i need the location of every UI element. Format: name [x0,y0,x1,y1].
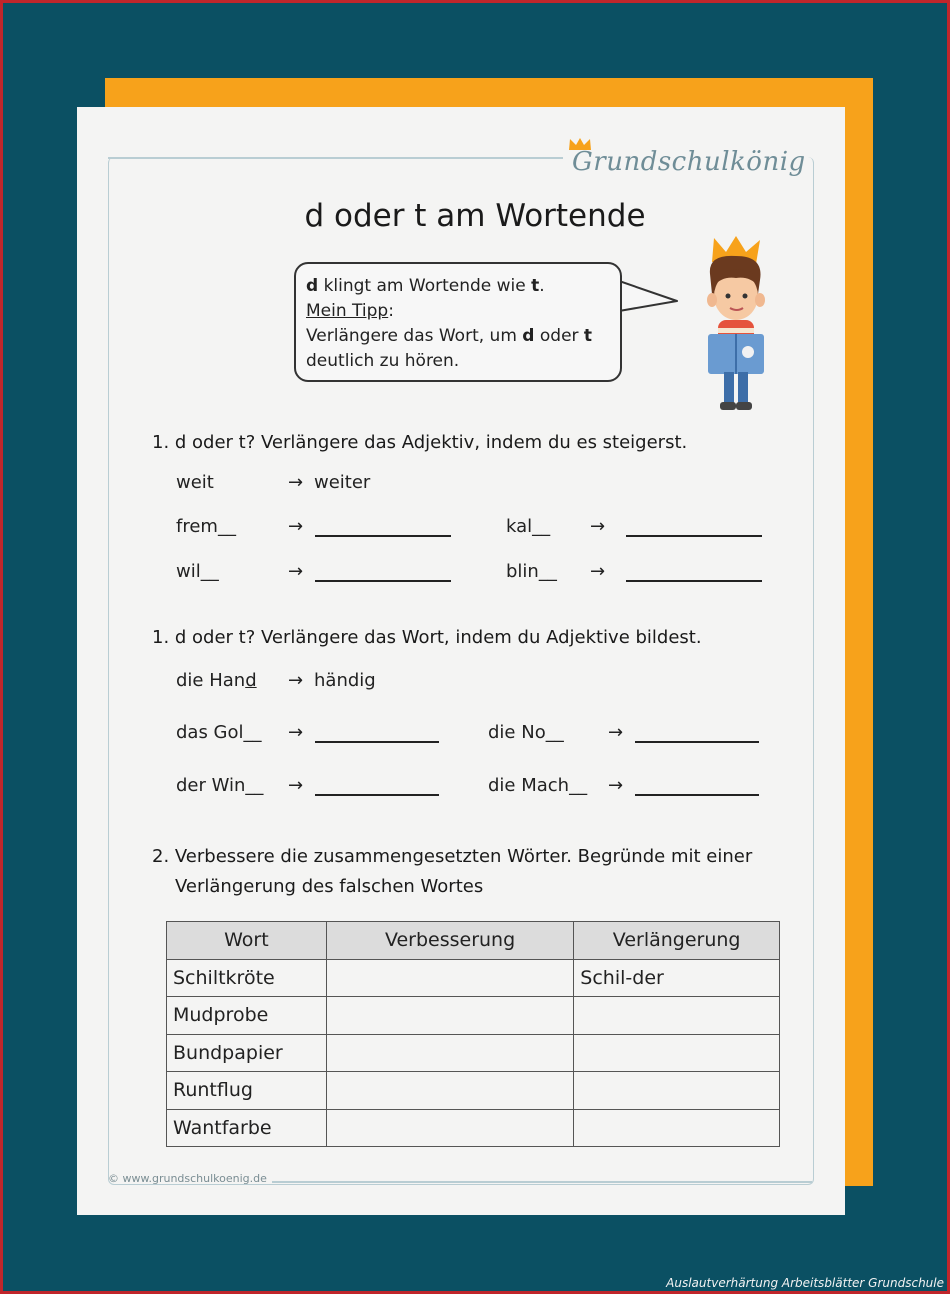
table-cell-word: Mudprobe [167,997,327,1035]
task-1-title: 1. d oder t? Verlängere das Adjektiv, indem du es steigerst. [152,432,688,453]
table-cell-extension[interactable] [574,1109,780,1147]
task-3-title-line-2: Verlängerung des falschen Wortes [175,876,484,897]
table-cell-correction[interactable] [326,1109,573,1147]
tip-line-4: deutlich zu hören. [306,351,460,371]
footer-divider-line [272,1181,812,1183]
table-cell-word: Schiltkröte [167,959,327,997]
footer-copyright: © www.grundschulkoenig.de [108,1172,267,1185]
word-correction-table [166,921,780,1147]
arrow-icon: → [288,561,304,582]
table-row [167,1034,780,1072]
task-1-example-answer: weiter [314,472,371,493]
table-cell-extension[interactable]: Schil-der [574,959,780,997]
table-cell-correction[interactable] [326,997,573,1035]
speech-bubble-tail [619,277,679,317]
table-row [167,959,780,997]
arrow-icon: → [288,516,304,537]
tip-label-line: Mein Tipp: [306,301,394,321]
answer-blank[interactable] [315,535,451,537]
answer-blank[interactable] [315,741,439,743]
task-2-item: das Gol__ [176,722,262,743]
tip-line-1: d klingt am Wortende wie t. [306,276,545,296]
arrow-icon: → [288,722,304,743]
table-row [167,1072,780,1110]
table-cell-correction[interactable] [326,959,573,997]
task-1-item: wil__ [176,561,219,582]
reading-king-kid-illustration [690,234,780,412]
table-cell-correction[interactable] [326,1034,573,1072]
task-1-example-word: weit [176,472,214,493]
brand-logo: Grundschulkönig [572,147,806,177]
answer-blank[interactable] [315,794,439,796]
table-cell-word: Runtflug [167,1072,327,1110]
tip-speech-bubble [294,262,622,382]
table-cell-extension[interactable] [574,1034,780,1072]
task-2-item: die Mach__ [488,775,588,796]
task-3-title-line-1: 2. Verbessere die zusammengesetzten Wörter. Begründe mit einer [152,846,753,867]
answer-blank[interactable] [635,794,759,796]
worksheet-title: d oder t am Wortende [304,198,646,234]
task-2-item: die No__ [488,722,564,743]
column-header-wort: Wort [167,922,327,960]
tip-label: Mein Tipp [306,301,389,321]
table-row [167,997,780,1035]
table-cell-correction[interactable] [326,1072,573,1110]
arrow-icon: → [288,472,304,493]
task-1-item: blin__ [506,561,557,582]
arrow-icon: → [590,516,606,537]
answer-blank[interactable] [626,580,762,582]
logo-divider-line [108,157,563,159]
answer-blank[interactable] [626,535,762,537]
task-2-item: der Win__ [176,775,264,796]
task-1-item: frem__ [176,516,236,537]
arrow-icon: → [590,561,606,582]
task-2-example-answer: händig [314,670,376,691]
table-cell-extension[interactable] [574,997,780,1035]
tip-line-3: Verlängere das Wort, um d oder t [306,326,593,346]
answer-blank[interactable] [315,580,451,582]
answer-blank[interactable] [635,741,759,743]
table-header-row [167,922,780,960]
task-1-item: kal__ [506,516,551,537]
task-2-title: 1. d oder t? Verlängere das Wort, indem du Adjektive bildest. [152,627,702,648]
table-row [167,1109,780,1147]
image-caption: Auslautverhärtung Arbeitsblätter Grundschule [666,1276,944,1290]
task-2-example-word: die Hand [176,670,257,691]
arrow-icon: → [288,670,304,691]
column-header-verbesserung: Verbesserung [326,922,573,960]
table-cell-word: Wantfarbe [167,1109,327,1147]
table-cell-extension[interactable] [574,1072,780,1110]
column-header-verlaengerung: Verlängerung [574,922,780,960]
arrow-icon: → [608,775,624,796]
arrow-icon: → [288,775,304,796]
arrow-icon: → [608,722,624,743]
table-cell-word: Bundpapier [167,1034,327,1072]
